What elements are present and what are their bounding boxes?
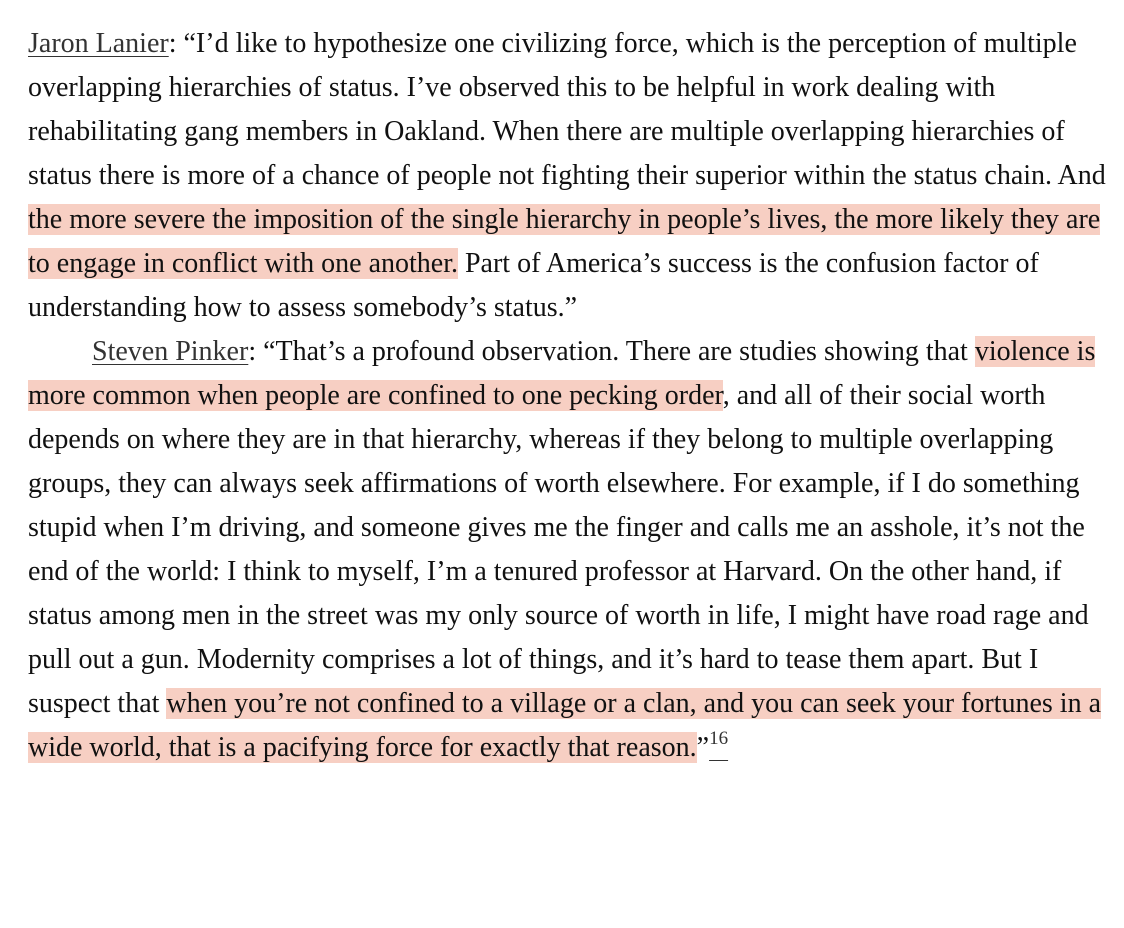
paragraph-pinker (28, 330, 1113, 770)
highlight-pacifying-force: when you’re not confined to a village or a clan, and you can seek your fortunes in a wide world, that is a pacifying force for exactly that reason. (28, 688, 1101, 763)
lanier-quote-start: : “I’d like to hypothesize one civilizing force, which is the perception of multiple overlapping hierarchies of status. I’ve observed this to be helpful in work dealing with rehabilitating gang members in Oakland. When there are multiple overlapping hierarchies of status there is more of a chance of people not fighting their superior within the status chain. And (28, 28, 1106, 191)
highlight-pecking-order: violence is more common when people are confined to one pecking order (28, 336, 1096, 411)
text-page (28, 22, 1113, 770)
pinker-quote-start: : “That’s a profound observation. There are studies showing that (248, 336, 975, 367)
pinker-quote-end: ” (696, 732, 710, 763)
footnote-link-16[interactable]: 16 (709, 728, 729, 749)
highlight-single-hierarchy: the more severe the imposition of the single hierarchy in people’s lives, the more likely they are to engage in conflict with one another. (28, 204, 1101, 279)
lanier-quote-end: Part of America’s success is the confusion factor of understanding how to assess somebody’s status.” (28, 248, 1039, 323)
paragraph-lanier (28, 22, 1113, 330)
speaker-link-steven-pinker[interactable]: Steven Pinker (92, 336, 249, 367)
speaker-link-jaron-lanier[interactable]: Jaron Lanier (28, 28, 169, 59)
pinker-quote-middle: , and all of their social worth depends on where they are in that hierarchy, whereas if they belong to multiple overlapping groups, they can always seek affirmations of worth elsewhere. For example, if I do something stupid when I’m driving, and someone gives me the finger and calls me an asshole, it’s not the end of the world: I think to myself, I’m a tenured professor at Harvard. On the other hand, if status among men in the street was my only source of worth in life, I might have road rage and pull out a gun. Modernity comprises a lot of things, and it’s hard to tease them apart. But I suspect that (28, 380, 1089, 719)
